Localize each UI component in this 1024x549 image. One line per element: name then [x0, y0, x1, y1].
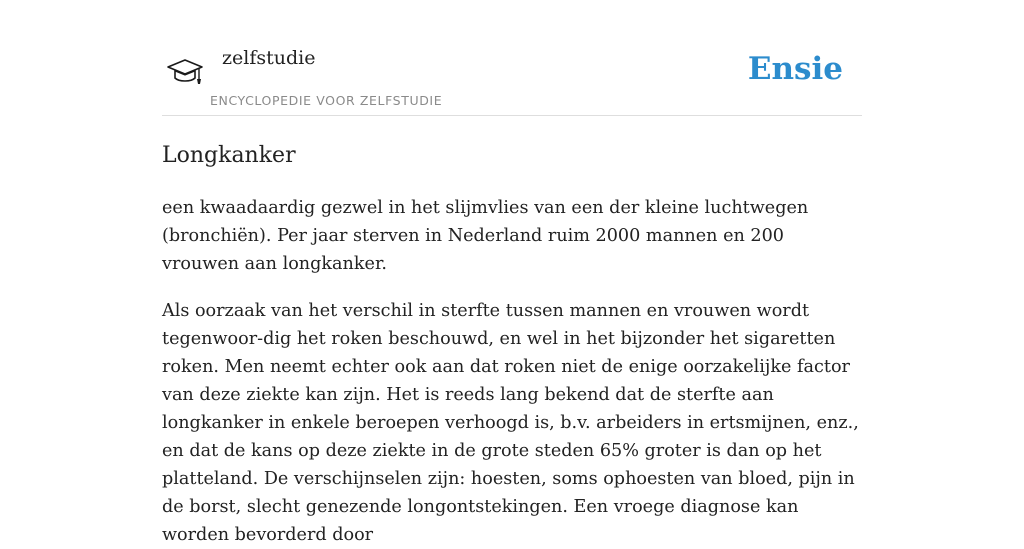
article: [162, 142, 862, 549]
ensie-brand-link[interactable]: Ensie: [747, 51, 843, 87]
site-header: [162, 0, 862, 116]
graduation-cap-icon[interactable]: [166, 56, 204, 88]
article-paragraph: een kwaadaardig gezwel in het slijmvlies van een der kleine luchtwegen (bronchiën). Per jaar sterven in Nederland ruim 2000 mannen en 200 vrouwen aan longkanker.: [162, 198, 809, 274]
article-title: Longkanker: [162, 143, 296, 168]
page: [162, 0, 862, 549]
article-paragraph: Als oorzaak van het verschil in sterfte tussen mannen en vrouwen wordt tegenwoor-dig het roken beschouwd, en wel in het bijzonder het sigaretten roken. Men neemt echter ook aan dat roken niet de enige oorzakelijke factor van deze ziekte kan zijn. Het is reeds lang bekend dat de sterfte aan longkanker in enkele beroepen verhoogd is, b.v. arbeiders in ertsmijnen, enz., en dat de kans op deze ziekte in de grote steden 65% groter is dan op het platteland. De verschijnselen zijn: hoesten, soms ophoesten van bloed, pijn in de borst, slecht genezende longontstekingen. Een vroege diagnose kan worden bevorderd door: [162, 301, 859, 545]
site-name-link[interactable]: zelfstudie: [222, 47, 316, 69]
site-tagline: ENCYCLOPEDIE VOOR ZELFSTUDIE: [210, 93, 443, 108]
